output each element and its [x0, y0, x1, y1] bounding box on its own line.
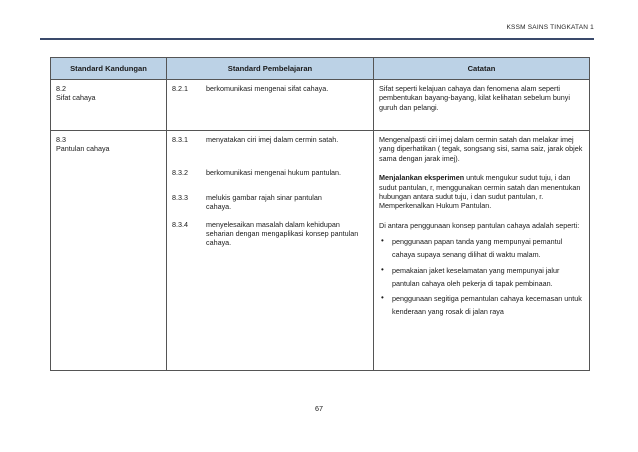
bullet-icon: • — [381, 264, 384, 274]
curriculum-table — [50, 57, 590, 371]
learning-standard-item — [172, 193, 368, 212]
bullet-icon: • — [381, 293, 384, 303]
content-standard-cell — [51, 80, 167, 131]
header-rule — [40, 38, 594, 40]
standard-code: 8.3.3 — [172, 192, 188, 202]
notes-bullet-list — [379, 236, 584, 319]
standard-code: 8.2.1 — [172, 84, 188, 93]
standard-code: 8.3.4 — [172, 219, 188, 229]
standard-text: menyatakan ciri imej dalam cermin satah. — [206, 135, 339, 144]
standard-text: berkomunikasi mengenai sifat cahaya. — [206, 84, 329, 93]
notes-cell — [374, 80, 590, 131]
learning-standard-item — [172, 168, 368, 177]
notes-text — [379, 173, 584, 211]
standard-code: 8.3.2 — [172, 168, 188, 178]
standard-text: berkomunikasi mengenai hukum pantulan. — [206, 168, 342, 178]
learning-standard-item — [172, 84, 368, 93]
list-item — [379, 265, 584, 291]
learning-standard-cell — [167, 131, 374, 371]
learning-standard-item — [172, 220, 368, 248]
learning-standard-cell — [167, 80, 374, 131]
notes-text-rest: untuk mengukur sudut tuju, i dan sudut pantulan, r, menggunakan cermin satah dan menentukan hubungan antara sudut tuju, i dan sudut pantulan, r. Memperkenalkan Hukum Pantulan. — [379, 173, 581, 211]
column-header-learning-standard: Standard Pembelajaran — [167, 58, 374, 80]
bullet-text: penggunaan papan tanda yang mempunyai pemantul cahaya supaya senang dilihat di waktu malam. — [392, 237, 563, 260]
notes-emphasis: Menjalankan eksperimen — [379, 173, 465, 183]
notes-text: Di antara penggunaan konsep pantulan cahaya adalah seperti: — [379, 220, 580, 230]
notes-text: Sifat seperti kelajuan cahaya dan fenomena alam seperti pembentukan bayang-bayang, kilat kelihatan sebelum bunyi guruh dan pelangi. — [379, 84, 570, 112]
column-header-notes: Catatan — [374, 58, 590, 80]
content-title: Pantulan cahaya — [56, 144, 110, 154]
standard-code: 8.3.1 — [172, 135, 188, 144]
bullet-text: pemakaian jaket keselamatan yang mempunyai jalur pantulan cahaya oleh pekerja di tapak pembinaan. — [392, 265, 560, 288]
bullet-text: penggunaan segitiga pemantulan cahaya kecemasan untuk kenderaan yang rosak di jalan raya — [392, 294, 582, 317]
table-header-row — [51, 58, 590, 80]
content-standard-cell — [51, 131, 167, 371]
page-number: 67 — [315, 404, 323, 413]
standard-text: melukis gambar rajah sinar pantulan cahaya. — [206, 192, 322, 212]
content-code: 8.2 — [56, 84, 66, 93]
bullet-icon: • — [381, 236, 384, 246]
notes-text: Mengenalpasti ciri imej dalam cermin satah dan melakar imej yang diperhatikan ( tegak, songsang sisi, sama saiz, jarak objek sama dengan jarak imej). — [379, 135, 583, 163]
table-row — [51, 80, 590, 131]
content-code: 8.3 — [56, 135, 66, 144]
notes-cell — [374, 131, 590, 371]
list-item — [379, 293, 584, 319]
learning-standard-item — [172, 135, 368, 144]
content-title: Sifat cahaya — [56, 93, 96, 103]
page-header: KSSM SAINS TINGKATAN 1 — [506, 24, 594, 31]
table-row — [51, 131, 590, 371]
column-header-content-standard: Standard Kandungan — [51, 58, 167, 80]
list-item — [379, 236, 584, 262]
standard-text: menyelesaikan masalah dalam kehidupan seharian dengan mengaplikasi konsep pantulan cahaya. — [206, 219, 359, 248]
